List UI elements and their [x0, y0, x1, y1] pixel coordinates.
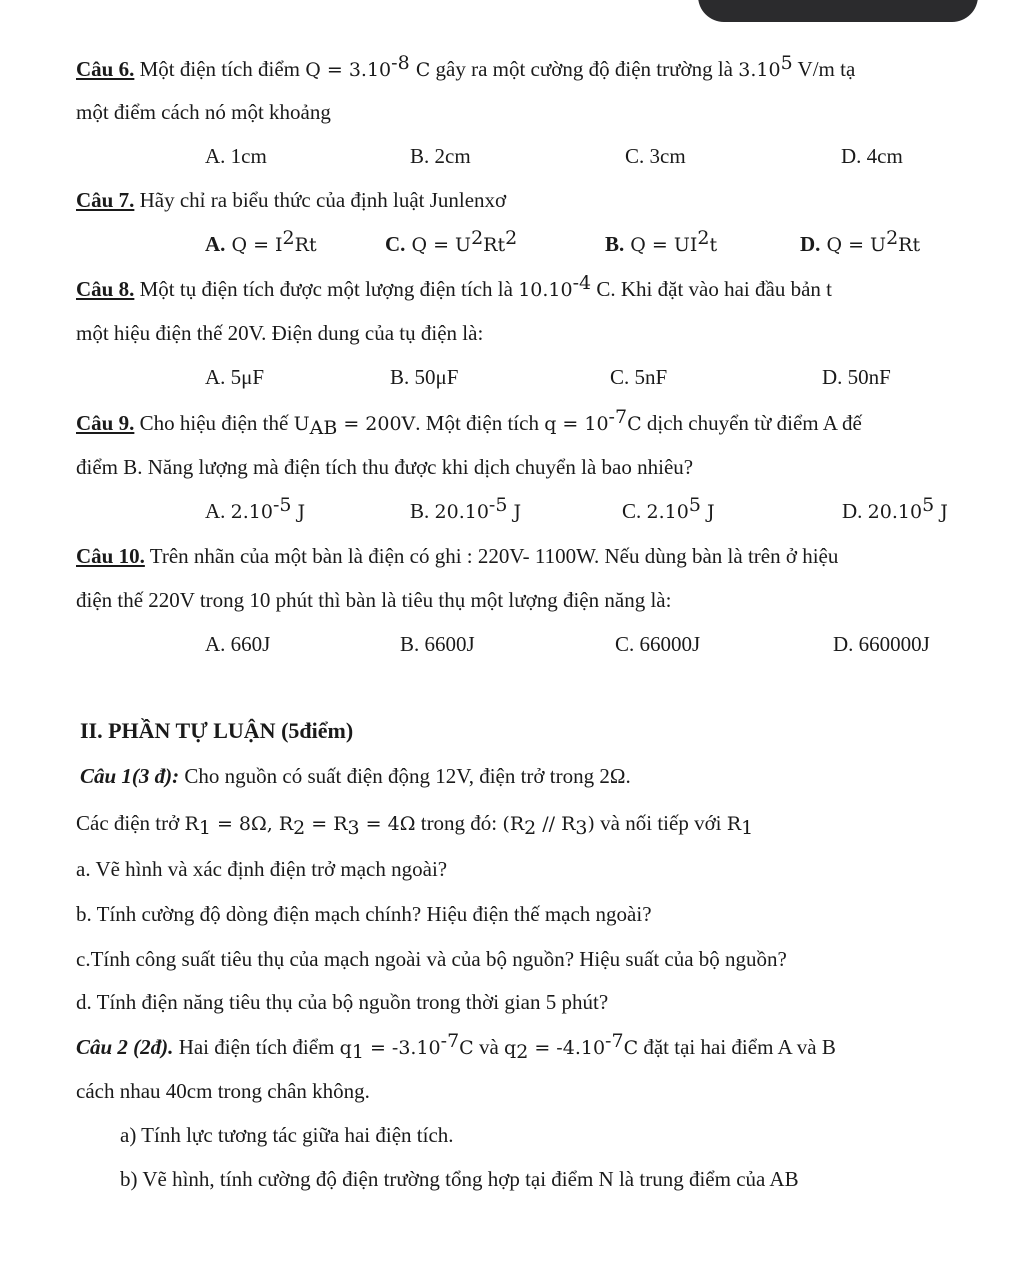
- q8-option-c: C. 5nF: [610, 365, 668, 389]
- q6-math1: Q = 3.10: [305, 59, 392, 81]
- tl2-q2-exp: -7: [605, 1030, 624, 1052]
- tl2-q2-val: = -4.10: [528, 1037, 606, 1059]
- q6-option-a: A. 1cm: [205, 144, 267, 168]
- q6-option-d: D. 4cm: [841, 144, 903, 168]
- q7-opt-d-tail: Rt: [898, 234, 921, 256]
- q6-option-c: C. 3cm: [625, 144, 686, 168]
- tl1-par-open: (R: [502, 813, 525, 835]
- q8-exp1: -4: [572, 272, 592, 294]
- tl1-r1: R: [184, 813, 199, 835]
- q8-line2: một hiệu điện thế 20V. Điện dung của tụ điện là:: [76, 321, 484, 345]
- q9-text2: . Một điện tích: [415, 411, 545, 435]
- tl1-part-b: b. Tính cường độ dòng điện mạch chính? Hiệu điện thế mạch ngoài?: [76, 902, 652, 926]
- tl2-line1: [76, 1030, 836, 1063]
- q6-line2: một điểm cách nó một khoảng: [76, 100, 331, 124]
- tl1-text: Cho nguồn có suất điện động 12V, điện trở trong 2Ω.: [179, 764, 631, 788]
- q9-opt-d-sup: 5: [922, 494, 935, 516]
- q6-text3: V/m tạ: [792, 57, 856, 81]
- q7-option-b: [605, 227, 718, 258]
- q9-math2: q = 10: [544, 413, 609, 435]
- tl1-r3: R: [333, 813, 348, 835]
- q7-opt-a-base: Q = I: [225, 234, 283, 256]
- tl1-r2-eq: =: [305, 813, 334, 835]
- q7-opt-c-base: Q = U: [405, 234, 472, 256]
- q7-line1: [76, 187, 506, 213]
- tl2-q1-val: = -3.10: [363, 1037, 441, 1059]
- q8-math1: 10.10: [518, 279, 573, 301]
- section2-title: II. PHẦN TỰ LUẬN (5điểm): [80, 718, 354, 743]
- q9-math1: = 200V: [337, 413, 416, 435]
- q7-opt-a-tail: Rt: [294, 234, 317, 256]
- tl2-text1: Hai điện tích điểm: [173, 1035, 340, 1059]
- tl2-q2: q: [504, 1037, 517, 1059]
- q9-sub-ab: AB: [309, 417, 338, 439]
- q9-text3: dịch chuyển từ điểm A đế: [641, 411, 862, 435]
- tl1-part-d: d. Tính điện năng tiêu thụ của bộ nguồn trong thời gian 5 phút?: [76, 990, 609, 1014]
- q9-opt-c-base: 2.10: [646, 501, 689, 523]
- q9-opt-a-unit: J: [291, 501, 306, 523]
- q10-option-d: D. 660000J: [833, 632, 930, 656]
- q9-opt-c-unit: J: [700, 501, 715, 523]
- tl1-par2-sub: 2: [524, 817, 537, 839]
- q6-text1: Một điện tích điểm: [134, 57, 306, 81]
- tl2-q2-unit: C: [623, 1037, 639, 1059]
- q7-opt-d-base: Q = U: [820, 234, 887, 256]
- q7-opt-a-sup: 2: [282, 227, 295, 249]
- q6-line1: [76, 52, 856, 83]
- q6-math2: 3.10: [738, 59, 781, 81]
- q7-opt-b-letter: B.: [605, 232, 625, 256]
- q10-option-a: A. 660J: [205, 632, 271, 656]
- q9-opt-d-base: 20.10: [867, 501, 923, 523]
- q9-opt-b-unit: J: [507, 501, 522, 523]
- q8-label: Câu 8.: [76, 277, 135, 301]
- tl2-q1-unit: C: [459, 1037, 474, 1059]
- tl2-part-a: a) Tính lực tương tác giữa hai điện tích.: [120, 1123, 454, 1147]
- q9-math-u: U: [293, 413, 310, 435]
- tl2-text3: đặt tại hai điểm A và B: [638, 1035, 836, 1059]
- q7-opt-c-tail: Rt: [483, 234, 506, 256]
- tl1-r1-val: = 8Ω,: [210, 813, 279, 835]
- tl1-par-close: ): [587, 813, 595, 835]
- q9-line1: [76, 406, 862, 439]
- q9-opt-a-letter: A.: [205, 499, 231, 523]
- q9-opt-c-sup: 5: [688, 494, 701, 516]
- q7-option-d: [800, 227, 921, 258]
- q10-line2: điện thế 220V trong 10 phút thì bàn là tiêu thụ một lượng điện năng là:: [76, 588, 672, 612]
- tl1-par-mid: // R: [536, 813, 576, 835]
- top-overlay-bar: [698, 0, 978, 22]
- q10-line1: [76, 543, 838, 569]
- q9-option-d: [842, 494, 948, 525]
- tl1-line2a: Các điện trở: [76, 811, 185, 835]
- tl1-r1-sub: 1: [198, 817, 211, 839]
- q9-opt-b-sup: -5: [488, 494, 508, 516]
- q7-opt-b-tail: t: [709, 234, 718, 256]
- q8-option-a: A. 5μF: [205, 365, 265, 389]
- q6-text2: gây ra một cường độ điện trường là: [430, 57, 739, 81]
- tl1-r3-sub: 3: [347, 817, 360, 839]
- tl1-line2c: và nối tiếp với: [594, 811, 727, 835]
- q9-opt-c-letter: C.: [622, 499, 647, 523]
- q9-opt-d-unit: J: [934, 501, 948, 523]
- tl1-r2: R: [278, 813, 294, 835]
- tl2-line2: cách nhau 40cm trong chân không.: [76, 1079, 370, 1103]
- tl2-q1: q: [339, 1037, 352, 1059]
- q9-opt-b-letter: B.: [410, 499, 435, 523]
- q7-label: Câu 7.: [76, 188, 135, 212]
- q7-option-c: [385, 227, 518, 258]
- tl1-line1: [80, 763, 631, 789]
- tl1-line2b: trong đó:: [415, 811, 503, 835]
- q8-text1: Một tụ điện tích được một lượng điện tích là: [134, 277, 519, 301]
- tl2-q1-exp: -7: [440, 1030, 460, 1052]
- q7-opt-d-sup: 2: [886, 227, 899, 249]
- tl1-part-c: c.Tính công suất tiêu thụ của mạch ngoài và của bộ nguồn? Hiệu suất của bộ nguồn?: [76, 947, 787, 971]
- q9-label: Câu 9.: [76, 411, 135, 435]
- q9-line2: điểm B. Năng lượng mà điện tích thu được khi dịch chuyển là bao nhiêu?: [76, 455, 694, 479]
- q7-opt-a-letter: A.: [205, 232, 226, 256]
- q8-option-b: B. 50μF: [390, 365, 459, 389]
- tl2-part-b: b) Vẽ hình, tính cường độ điện trường tổng hợp tại điểm N là trung điểm của AB: [120, 1167, 799, 1191]
- q9-opt-a-base: 2.10: [230, 501, 273, 523]
- q6-exp1: -8: [391, 52, 410, 74]
- q7-opt-c-sup2: 2: [505, 227, 518, 249]
- q7-opt-b-base: Q = UI: [624, 234, 698, 256]
- q7-opt-d-letter: D.: [800, 232, 821, 256]
- tl1-line2: [76, 810, 753, 837]
- q9-option-a: [205, 494, 306, 525]
- q6-option-b: B. 2cm: [410, 144, 471, 168]
- q10-option-b: B. 6600J: [400, 632, 475, 656]
- q9-unit2: C: [627, 413, 642, 435]
- q7-opt-c-letter: C.: [385, 232, 406, 256]
- q8-line1: [76, 272, 832, 303]
- tl2-label: Câu 2 (2đ).: [76, 1035, 174, 1059]
- tl2-q2-sub: 2: [516, 1041, 529, 1063]
- tl1-r2-sub: 2: [293, 817, 306, 839]
- q9-opt-d-letter: D.: [842, 499, 868, 523]
- tl1-par3-sub: 3: [575, 817, 588, 839]
- q7-opt-b-sup: 2: [697, 227, 710, 249]
- q9-opt-a-sup: -5: [272, 494, 292, 516]
- q9-opt-b-base: 20.10: [434, 501, 489, 523]
- q7-text: Hãy chỉ ra biểu thức của định luật Junlenxơ: [134, 188, 507, 212]
- q7-opt-c-sup: 2: [471, 227, 484, 249]
- q6-unit1: C: [409, 59, 431, 81]
- tl1-label: Câu 1(3 đ):: [80, 764, 180, 788]
- q10-text: Trên nhãn của một bàn là điện có ghi : 220V- 1100W. Nếu dùng bàn là trên ở hiệu: [144, 544, 839, 568]
- tl1-rlast-sub: 1: [741, 817, 754, 839]
- q6-exp2: 5: [780, 52, 793, 74]
- q9-option-b: [410, 494, 522, 525]
- tl1-r3-val: = 4Ω: [359, 813, 416, 835]
- tl2-text2: và: [473, 1035, 505, 1059]
- q9-text1: Cho hiệu điện thế: [134, 411, 294, 435]
- tl2-q1-sub: 1: [351, 1041, 364, 1063]
- q10-label: Câu 10.: [76, 544, 145, 568]
- q10-option-c: C. 66000J: [615, 632, 701, 656]
- q7-option-a: [205, 227, 317, 258]
- q8-text2: C. Khi đặt vào hai đầu bản t: [591, 277, 832, 301]
- tl1-rlast: R: [726, 813, 742, 835]
- tl1-part-a: a. Vẽ hình và xác định điện trở mạch ngoài?: [76, 857, 448, 881]
- q6-label: Câu 6.: [76, 57, 135, 81]
- q8-option-d: D. 50nF: [822, 365, 891, 389]
- q9-option-c: [622, 494, 715, 525]
- q9-exp2: -7: [608, 406, 628, 428]
